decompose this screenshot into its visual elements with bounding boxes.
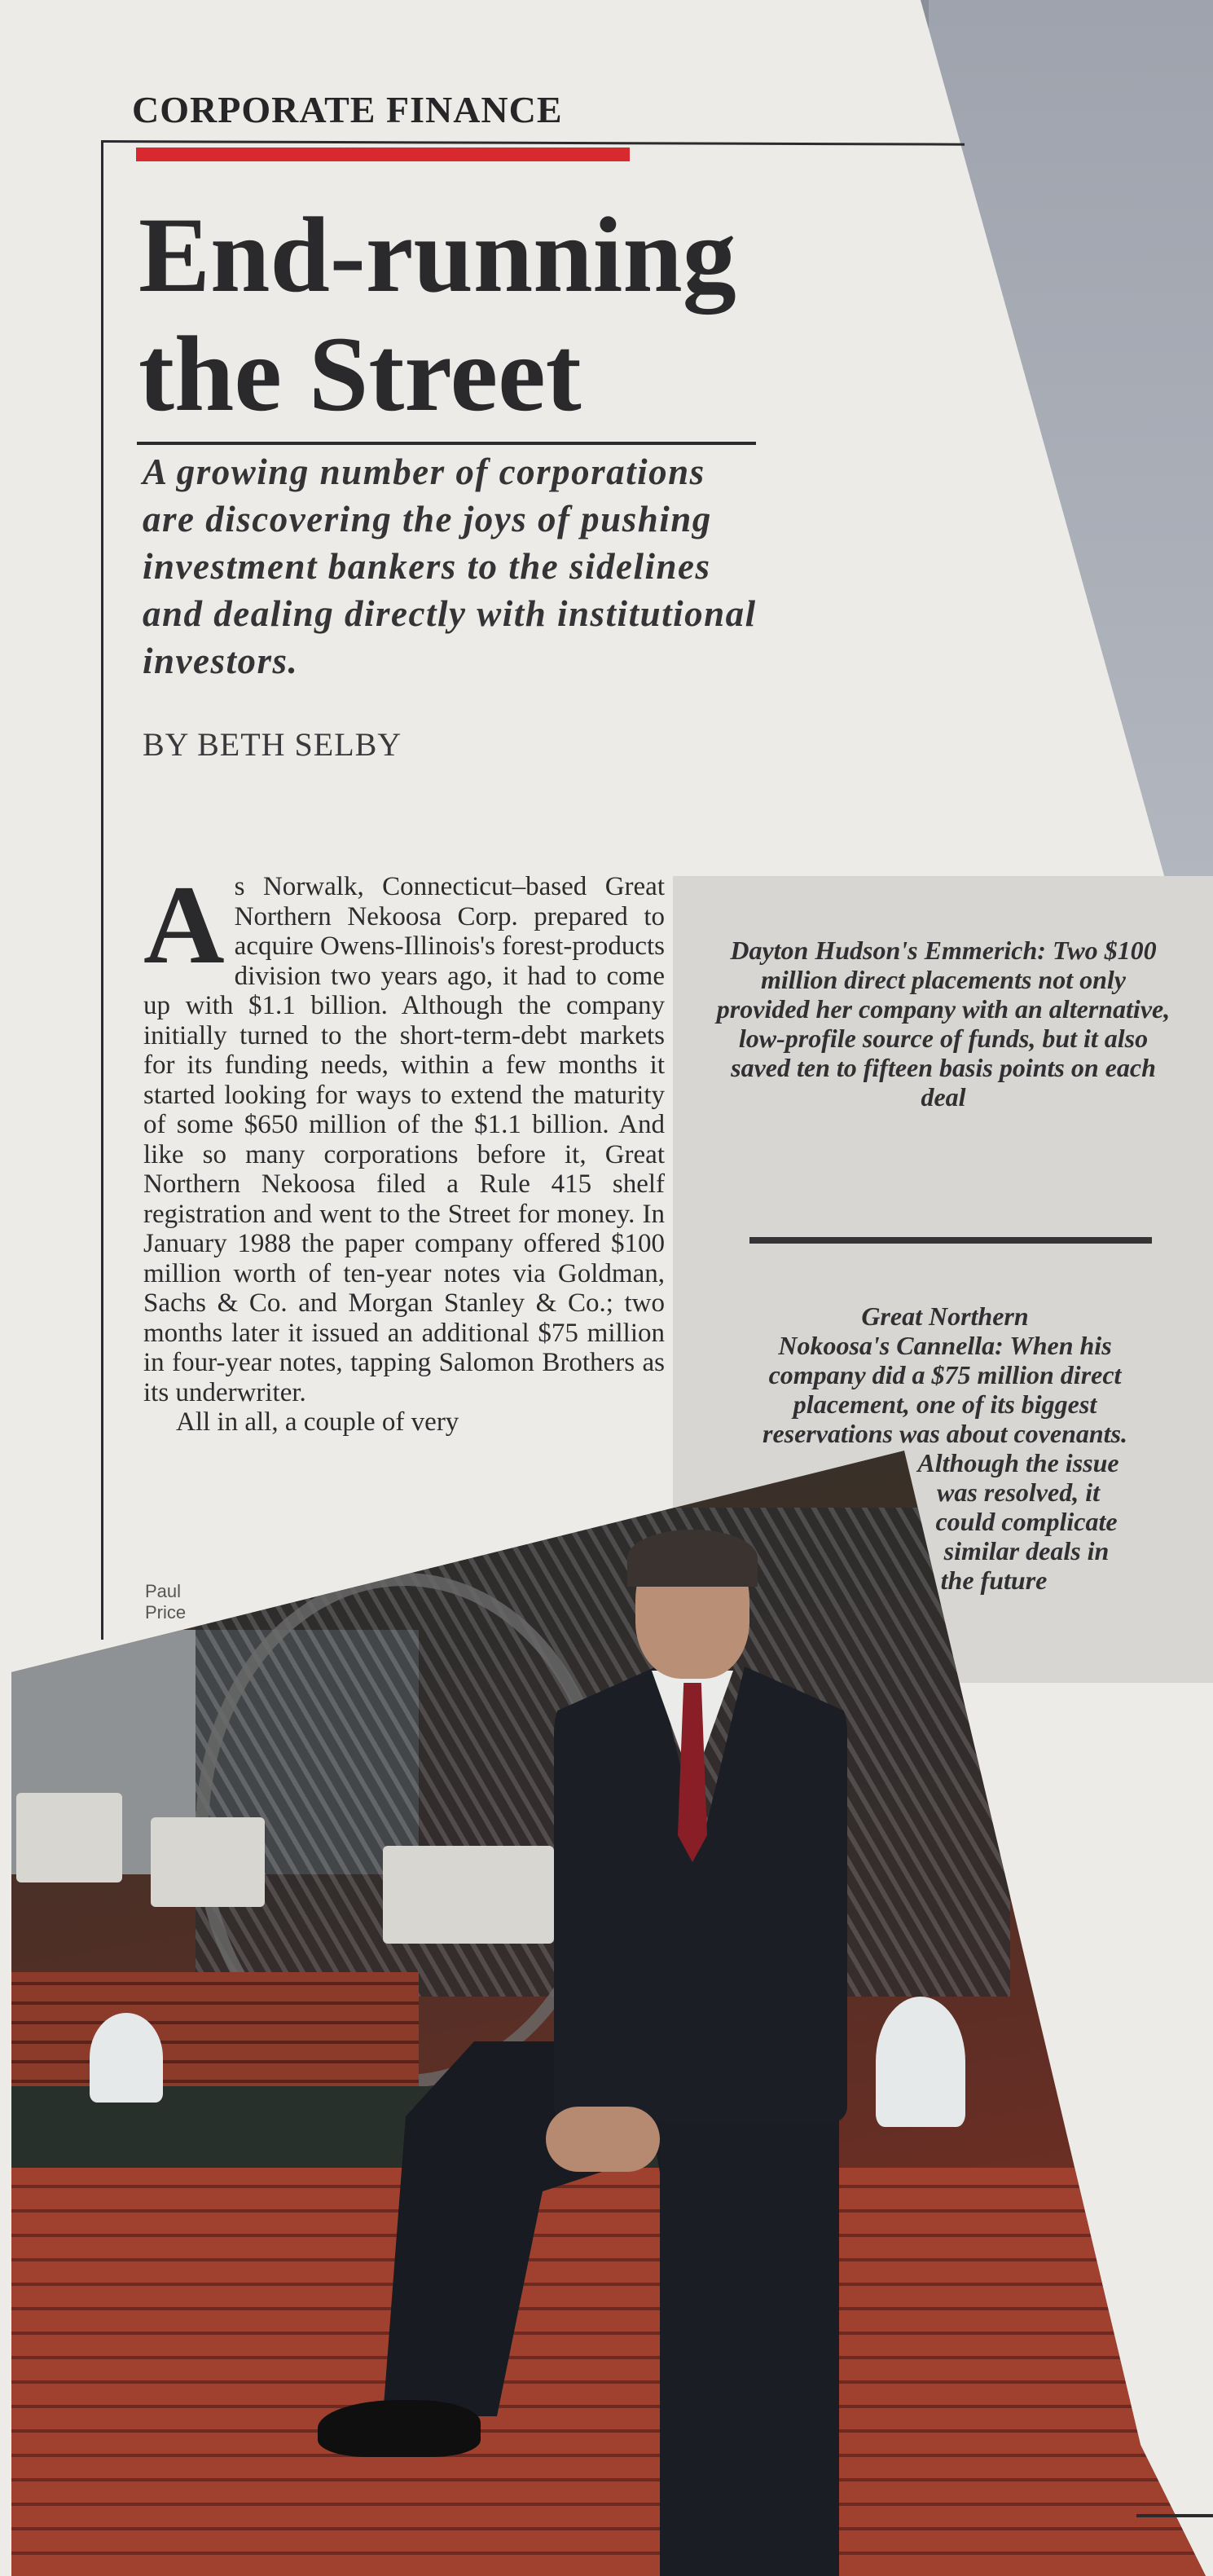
headline-line-1: End-running [138, 195, 736, 315]
photo-planter [151, 1817, 265, 1907]
subject-hair [627, 1530, 758, 1587]
deck-rule [137, 442, 756, 445]
article-paragraph-1: s Norwalk, Connecticut–based Great Northern Nekoosa Corp. prepared to acquire Owens-Illinois's forest-products division two years ago, it had to come up with $1.1 billion. Although the company initially turned to the short-term-debt markets for its funding needs, within a few months it started looking for ways to extend the maturity of some $650 million of the $1.1 billion. And like so many corporations before it, Great Northern Nekoosa filed a Rule 415 shelf registration and went to the Street for money. In January 1988 the paper company offered $100 million worth of ten-year notes via Goldman, Sachs & Co. and Morgan Stanley & Co.; two months later it issued an additional $75 million in four-year notes, tapping Salomon Brothers as its underwriter. [143, 872, 665, 1407]
photo-fountain [876, 1997, 965, 2127]
caption-line: Although the issue [917, 1448, 1119, 1477]
photo-subject [383, 1536, 839, 2576]
subject-hands [546, 2107, 660, 2172]
sidebar-rule [749, 1237, 1152, 1244]
subject-shoe [318, 2400, 481, 2457]
photo-credit-line-1: Paul [145, 1581, 182, 1601]
caption-line: reservations was about covenants. [762, 1419, 1128, 1448]
caption-line: Great Northern [861, 1301, 1029, 1331]
caption-line: placement, one of its biggest [793, 1389, 1097, 1419]
photo-credit [145, 1581, 186, 1623]
left-rule [101, 140, 103, 1640]
deck: A growing number of corporations are discovering the joys of pushing investment bankers to the sidelines and dealing directly with institutional investors. [143, 451, 757, 681]
caption-line: could complicate [935, 1507, 1118, 1536]
caption-line: similar deals in [943, 1536, 1110, 1565]
caption-line: company did a $75 million direct [768, 1360, 1122, 1389]
photo-fountain [90, 2013, 163, 2103]
article-body [143, 862, 665, 1438]
photo-planter [16, 1793, 122, 1882]
drop-cap: A [143, 862, 225, 987]
byline: BY BETH SELBY [143, 726, 402, 763]
caption-line: the future [940, 1565, 1048, 1595]
headline [138, 196, 872, 434]
bottom-rule [1136, 2514, 1213, 2517]
section-label: CORPORATE FINANCE [132, 89, 563, 130]
headline-line-2: the Street [138, 314, 582, 434]
section-accent-rule [136, 148, 630, 161]
photo-caption-emmerich: Dayton Hudson's Emmerich: Two $100 million direct placements not only provided her company with an alternative, low-profile source of funds, but it also saved ten to fifteen basis points on each deal [716, 936, 1171, 1112]
subject-standing-leg [660, 2107, 839, 2576]
photo-credit-line-2: Price [145, 1602, 187, 1623]
caption-line: was resolved, it [937, 1477, 1100, 1507]
article-paragraph-2: All in all, a couple of very [176, 1407, 459, 1437]
caption-line: Nokoosa's Cannella: When his [778, 1331, 1112, 1360]
